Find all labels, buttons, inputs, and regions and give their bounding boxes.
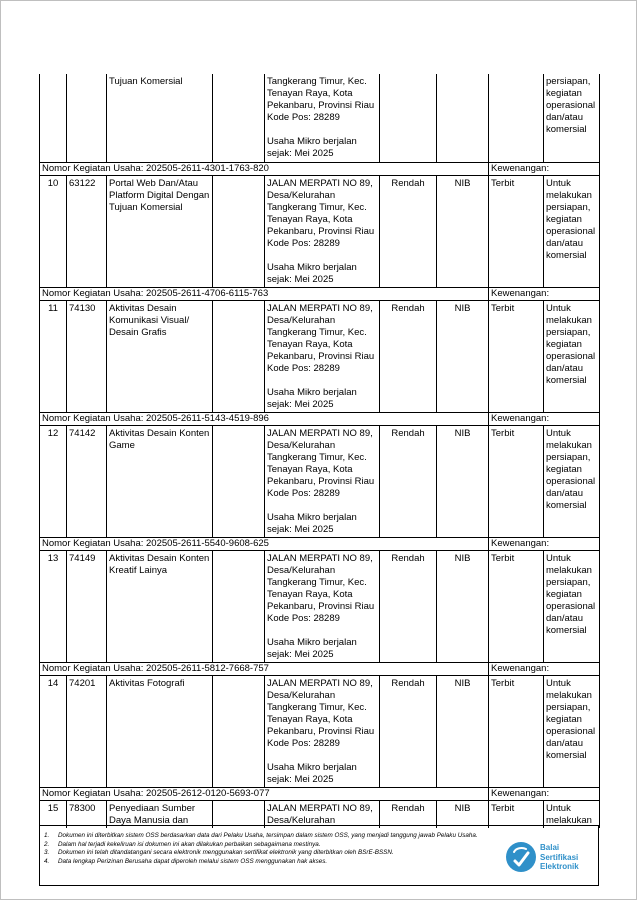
cell-doc: NIB bbox=[437, 176, 489, 288]
cell-risk: Rendah bbox=[380, 676, 437, 788]
text-line: kegiatan bbox=[546, 589, 582, 600]
kewenangan-label: Kewenangan: bbox=[489, 538, 600, 551]
table-row bbox=[40, 74, 600, 163]
text-line: Tangkerang Timur, Kec. bbox=[267, 702, 367, 713]
cell-empty bbox=[213, 676, 265, 788]
text-line: Tenayan Raya, Kota bbox=[267, 339, 353, 350]
cell-kbli: 74149 bbox=[67, 551, 107, 663]
nomor-kegiatan: Nomor Kegiatan Usaha: 202505-2611-5812-7668-757 bbox=[40, 663, 489, 676]
cell-empty bbox=[213, 301, 265, 413]
cell-risk: Rendah bbox=[380, 176, 437, 288]
cell-address bbox=[265, 301, 380, 413]
text-line: Desa/Kelurahan bbox=[267, 815, 336, 826]
table-row bbox=[40, 176, 600, 288]
kegiatan-usaha-table bbox=[39, 74, 600, 828]
text-line: melakukan bbox=[546, 440, 592, 451]
kewenangan-label: Kewenangan: bbox=[489, 413, 600, 426]
text-line: persiapan, bbox=[546, 577, 591, 588]
text-line: dan/atau bbox=[546, 613, 583, 624]
cell-address bbox=[265, 676, 380, 788]
cell-status: Terbit bbox=[489, 426, 544, 538]
cell-address bbox=[265, 801, 380, 829]
text-line: sejak: Mei 2025 bbox=[267, 774, 334, 785]
table-row bbox=[40, 801, 600, 829]
text-line: Kode Pos: 28289 bbox=[267, 238, 340, 249]
cell-keterangan bbox=[544, 426, 600, 538]
cell-kbli-title bbox=[107, 801, 213, 829]
text-line: dan/atau bbox=[546, 238, 583, 249]
nomor-kegiatan: Nomor Kegiatan Usaha: 202505-2611-4301-1763-820 bbox=[40, 163, 489, 176]
cell-empty bbox=[213, 801, 265, 829]
text-line: melakukan bbox=[546, 565, 592, 576]
text-line: komersial bbox=[546, 750, 587, 761]
text-line: Usaha Mikro berjalan bbox=[267, 637, 357, 648]
text-line: Desa/Kelurahan bbox=[267, 190, 336, 201]
nomor-kegiatan: Nomor Kegiatan Usaha: 202505-2611-5540-9608-625 bbox=[40, 538, 489, 551]
text-line: Desa/Kelurahan bbox=[267, 690, 336, 701]
text-line: Kreatif Lainya bbox=[109, 565, 168, 576]
text-line: Penyediaan Sumber bbox=[109, 803, 196, 814]
kegiatan-number-row bbox=[40, 288, 600, 301]
text-line: Untuk bbox=[546, 553, 571, 564]
text-line: kegiatan bbox=[546, 714, 582, 725]
text-line: Daya Manusia dan bbox=[109, 815, 189, 826]
cell-doc: NIB bbox=[437, 676, 489, 788]
text-line: kegiatan bbox=[546, 464, 582, 475]
text-line: persiapan, bbox=[546, 452, 591, 463]
cell-no: 13 bbox=[40, 551, 67, 663]
cell-empty bbox=[213, 176, 265, 288]
text-line: Tangkerang Timur, Kec. bbox=[267, 452, 367, 463]
kegiatan-number-row bbox=[40, 413, 600, 426]
cell-status bbox=[489, 74, 544, 163]
kewenangan-label: Kewenangan: bbox=[489, 788, 600, 801]
cell-no: 10 bbox=[40, 176, 67, 288]
cell-doc: NIB bbox=[437, 301, 489, 413]
text-line: Desa/Kelurahan bbox=[267, 440, 336, 451]
text-line: Desain Grafis bbox=[109, 327, 167, 338]
text-line: Desa/Kelurahan bbox=[267, 315, 336, 326]
table-row bbox=[40, 551, 600, 663]
cell-status: Terbit bbox=[489, 551, 544, 663]
text-line: Platform Digital Dengan bbox=[109, 190, 210, 201]
text-line: Tenayan Raya, Kota bbox=[267, 714, 353, 725]
text-line: Tangkerang Timur, Kec. bbox=[267, 327, 367, 338]
text-line: Aktivitas Desain bbox=[109, 303, 177, 314]
table-body bbox=[40, 74, 600, 828]
text-line: komersial bbox=[546, 250, 587, 261]
text-line: JALAN MERPATI NO 89, bbox=[267, 178, 373, 189]
text-line: JALAN MERPATI NO 89, bbox=[267, 553, 373, 564]
text-line: Untuk bbox=[546, 303, 571, 314]
text-line: Untuk bbox=[546, 803, 571, 814]
document-footer bbox=[39, 825, 599, 886]
text-line: Aktivitas Desain Konten bbox=[109, 553, 210, 564]
cell-kbli: 74142 bbox=[67, 426, 107, 538]
text-line: Untuk bbox=[546, 178, 571, 189]
text-line: sejak: Mei 2025 bbox=[267, 649, 334, 660]
cell-risk: Rendah bbox=[380, 801, 437, 829]
footer-note: 3. Dokumen ini telah ditandatangani secara elektronik menggunakan sertifikat elektronik yang diterbitkan oleh BSrE-BSSN. bbox=[44, 849, 394, 857]
text-line: sejak: Mei 2025 bbox=[267, 274, 334, 285]
cell-no: 11 bbox=[40, 301, 67, 413]
spacer bbox=[267, 375, 377, 387]
cell-kbli-title: Tujuan Komersial bbox=[107, 74, 213, 163]
text-line: operasional bbox=[546, 226, 596, 237]
cell-keterangan bbox=[544, 176, 600, 288]
cell-kbli-title bbox=[107, 676, 213, 788]
text-line: operasional bbox=[546, 601, 596, 612]
spacer bbox=[267, 750, 377, 762]
text-line: Tangkerang Timur, Kec. bbox=[267, 577, 367, 588]
cell-address bbox=[265, 551, 380, 663]
cell-status: Terbit bbox=[489, 176, 544, 288]
text-line: Game bbox=[109, 440, 135, 451]
text-line: Usaha Mikro berjalan bbox=[267, 512, 357, 523]
cell-no: 14 bbox=[40, 676, 67, 788]
text-line: Tenayan Raya, Kota bbox=[267, 214, 353, 225]
spacer bbox=[267, 500, 377, 512]
text-line: operasional bbox=[546, 476, 596, 487]
text-line: Usaha Mikro berjalan bbox=[267, 387, 357, 398]
kewenangan-label: Kewenangan: bbox=[489, 663, 600, 676]
text-line: melakukan bbox=[546, 315, 592, 326]
cell-kbli bbox=[67, 74, 107, 163]
cell-doc: NIB bbox=[437, 426, 489, 538]
spacer bbox=[267, 250, 377, 262]
cell-status: Terbit bbox=[489, 301, 544, 413]
kewenangan-label: Kewenangan: bbox=[489, 163, 600, 176]
text-line: komersial bbox=[546, 500, 587, 511]
bsre-logo bbox=[506, 842, 592, 874]
text-line: Untuk bbox=[546, 678, 571, 689]
text-line: JALAN MERPATI NO 89, bbox=[267, 803, 373, 814]
text-line: Tujuan Komersial bbox=[109, 202, 183, 213]
cell-risk bbox=[380, 74, 437, 163]
cell-kbli-title bbox=[107, 176, 213, 288]
text-line: Usaha Mikro berjalan bbox=[267, 762, 357, 773]
text-line: Aktivitas Desain Konten bbox=[109, 428, 210, 439]
cell-kbli: 78300 bbox=[67, 801, 107, 829]
text-line: Aktivitas Fotografi bbox=[109, 678, 185, 689]
cell-no: 12 bbox=[40, 426, 67, 538]
footer-note: 2. Dalam hal terjadi kekeliruan isi dokumen ini akan dilakukan perbaikan sebagaimana mestinya. bbox=[44, 840, 321, 848]
cell-empty bbox=[213, 426, 265, 538]
text-line: sejak: Mei 2025 bbox=[267, 524, 334, 535]
cell-kbli: 74201 bbox=[67, 676, 107, 788]
text-line: sejak: Mei 2025 bbox=[267, 399, 334, 410]
text-line: persiapan, bbox=[546, 202, 591, 213]
kewenangan-label: Kewenangan: bbox=[489, 288, 600, 301]
cell-risk: Rendah bbox=[380, 426, 437, 538]
text-line: Pekanbaru, Provinsi Riau bbox=[267, 726, 375, 737]
cell-kbli: 63122 bbox=[67, 176, 107, 288]
nomor-kegiatan: Nomor Kegiatan Usaha: 202505-2612-0120-5693-077 bbox=[40, 788, 489, 801]
text-line: dan/atau bbox=[546, 363, 583, 374]
text-line: melakukan bbox=[546, 190, 592, 201]
cell-address: Tangkerang Timur, Kec. Tenayan Raya, Kota Pekanbaru, Provinsi Riau Kode Pos: 28289 Usaha Mikro berjalan sejak: Mei 2025 bbox=[265, 74, 380, 163]
text-line: operasional bbox=[546, 726, 596, 737]
text-line: Usaha Mikro berjalan bbox=[267, 262, 357, 273]
text-line: operasional bbox=[546, 351, 596, 362]
cell-address bbox=[265, 426, 380, 538]
nomor-kegiatan: Nomor Kegiatan Usaha: 202505-2611-4706-6115-763 bbox=[40, 288, 489, 301]
spacer bbox=[267, 625, 377, 637]
cell-empty bbox=[213, 74, 265, 163]
cell-no: 15 bbox=[40, 801, 67, 829]
text-line: Pekanbaru, Provinsi Riau bbox=[267, 226, 375, 237]
table-row bbox=[40, 676, 600, 788]
cell-keterangan bbox=[544, 551, 600, 663]
text-line: dan/atau bbox=[546, 488, 583, 499]
text-line: Tenayan Raya, Kota bbox=[267, 589, 353, 600]
text-line: Pekanbaru, Provinsi Riau bbox=[267, 601, 375, 612]
text-line: kegiatan bbox=[546, 214, 582, 225]
text-line: Kode Pos: 28289 bbox=[267, 738, 340, 749]
bsre-emblem-icon bbox=[506, 842, 536, 872]
cell-kbli-title bbox=[107, 426, 213, 538]
kegiatan-number-row bbox=[40, 163, 600, 176]
cell-risk: Rendah bbox=[380, 301, 437, 413]
cell-doc: NIB bbox=[437, 801, 489, 829]
table-row bbox=[40, 426, 600, 538]
text-line: Tenayan Raya, Kota bbox=[267, 464, 353, 475]
cell-kbli-title bbox=[107, 551, 213, 663]
text-line: Desa/Kelurahan bbox=[267, 565, 336, 576]
cell-empty bbox=[213, 551, 265, 663]
footer-note: 4. Data lengkap Perizinan Berusaha dapat diperoleh melalui sistem OSS menggunakan hak akses. bbox=[44, 857, 328, 865]
kegiatan-number-row bbox=[40, 663, 600, 676]
text-line: Komunikasi Visual/ bbox=[109, 315, 190, 326]
cell-no bbox=[40, 74, 67, 163]
text-line: Pekanbaru, Provinsi Riau bbox=[267, 476, 375, 487]
cell-doc bbox=[437, 74, 489, 163]
text-line: JALAN MERPATI NO 89, bbox=[267, 428, 373, 439]
cell-risk: Rendah bbox=[380, 551, 437, 663]
cell-keterangan: persiapan, kegiatan operasional dan/atau komersial bbox=[544, 74, 600, 163]
cell-address bbox=[265, 176, 380, 288]
text-line: Tangkerang Timur, Kec. bbox=[267, 202, 367, 213]
footer-notes bbox=[44, 832, 504, 866]
text-line: persiapan, bbox=[546, 327, 591, 338]
text-line: komersial bbox=[546, 375, 587, 386]
bsre-logo-text: Balai Sertifikasi Elektronik bbox=[540, 843, 579, 871]
text-line: komersial bbox=[546, 625, 587, 636]
text-line: Pekanbaru, Provinsi Riau bbox=[267, 351, 375, 362]
text-line: Kode Pos: 28289 bbox=[267, 488, 340, 499]
table-row bbox=[40, 301, 600, 413]
kegiatan-number-row bbox=[40, 788, 600, 801]
text-line: Kode Pos: 28289 bbox=[267, 363, 340, 374]
cell-keterangan bbox=[544, 676, 600, 788]
text-line: Kode Pos: 28289 bbox=[267, 613, 340, 624]
cell-status: Terbit bbox=[489, 676, 544, 788]
text-line: melakukan bbox=[546, 690, 592, 701]
text-line: dan/atau bbox=[546, 738, 583, 749]
text-line: Untuk bbox=[546, 428, 571, 439]
cell-doc: NIB bbox=[437, 551, 489, 663]
cell-keterangan bbox=[544, 801, 600, 829]
footer-note: 1. Dokumen ini diterbitkan sistem OSS berdasarkan data dari Pelaku Usaha, tersimpan dalam sistem OSS, yang menjadi tanggung jawab Pelaku Usaha. bbox=[44, 832, 478, 839]
text-line: melakukan bbox=[546, 815, 592, 826]
cell-status: Terbit bbox=[489, 801, 544, 829]
kegiatan-number-row bbox=[40, 538, 600, 551]
cell-kbli-title bbox=[107, 301, 213, 413]
text-line: persiapan, bbox=[546, 702, 591, 713]
cell-kbli: 74130 bbox=[67, 301, 107, 413]
text-line: Portal Web Dan/Atau bbox=[109, 178, 199, 189]
cell-keterangan bbox=[544, 301, 600, 413]
text-line: JALAN MERPATI NO 89, bbox=[267, 303, 373, 314]
nomor-kegiatan: Nomor Kegiatan Usaha: 202505-2611-5143-4519-896 bbox=[40, 413, 489, 426]
text-line: JALAN MERPATI NO 89, bbox=[267, 678, 373, 689]
text-line: kegiatan bbox=[546, 339, 582, 350]
